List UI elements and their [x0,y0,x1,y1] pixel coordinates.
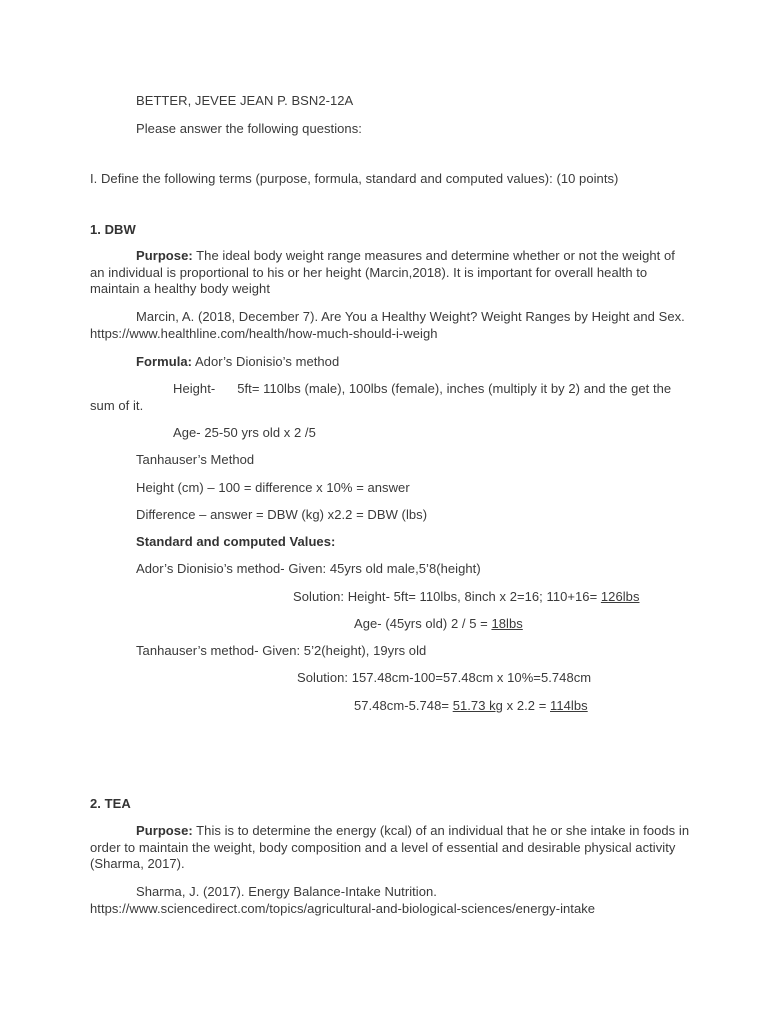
tanhauser-step-1: Height (cm) – 100 = difference x 10% = answer [136,480,410,495]
tea-reference: Sharma, J. (2017). Energy Balance-Intake Nutrition. https://www.sciencedirect.com/topics/agricultural-and-biological-sciences/energy-intake [90,884,596,916]
dbw-height-rule: Height- 5ft= 110lbs (male), 100lbs (female), inches (multiply it by 2) and the get the sum of it. [90,381,675,413]
ador-given: Ador’s Dionisio’s method- Given: 45yrs old male,5’8(height) [136,561,481,576]
tanhauser-title: Tanhauser’s Method [136,452,255,467]
tanhauser-given: Tanhauser’s method- Given: 5’2(height), 19yrs old [136,643,427,658]
tanhauser-result-mid: x 2.2 = [502,698,551,713]
ador-solution [293,589,640,605]
tanhauser-result-lbs: 114lbs [550,698,588,713]
tea-purpose-text: This is to determine the energy (kcal) of an individual that he or she intake in foods in order to maintain the weight, body composition and a level of essential and desirable physical activity (Sharma, 2017). [90,823,690,871]
ador-age-solution [354,616,523,632]
ador-age-answer: 18lbs [491,616,523,631]
ador-age-text: Age- (45yrs old) 2 / 5 = [354,616,492,631]
dbw-purpose-label: Purpose: [136,248,193,263]
dbw-formula-line [136,354,339,370]
dbw-purpose-text: The ideal body weight range measures and determine whether or not the weight of an individual is proportional to his or her height (Marcin,2018). It is important for overall health to maintain a healthy body weight [90,248,675,296]
tanhauser-result-kg: 51.73 kg [452,698,503,713]
tea-purpose-paragraph [90,823,690,873]
ador-solution-answer: 126lbs [600,589,640,604]
ador-solution-text: Solution: Height- 5ft= 110lbs, 8inch x 2=16; 110+16= [293,589,601,604]
student-name-line: BETTER, JEVEE JEAN P. BSN2-12A [136,93,354,108]
dbw-age-rule: Age- 25-50 yrs old x 2 /5 [173,425,316,440]
section-intro: I. Define the following terms (purpose, formula, standard and computed values): (10 points) [90,171,619,186]
dbw-formula-text: Ador’s Dionisio’s method [192,354,340,369]
instructions-line: Please answer the following questions: [136,121,362,136]
tea-purpose-label: Purpose: [136,823,193,838]
standard-values-label: Standard and computed Values: [136,534,336,549]
dbw-formula-label: Formula: [136,354,193,369]
tanhauser-solution: Solution: 157.48cm-100=57.48cm x 10%=5.748cm [297,670,592,685]
dbw-reference: Marcin, A. (2018, December 7). Are You a Healthy Weight? Weight Ranges by Height and Sex. https://www.healthline.com/health/how-much-should-i-weigh [90,309,685,341]
tanhauser-result-prefix: 57.48cm-5.748= [354,698,453,713]
tea-heading: 2. TEA [90,796,131,811]
tanhauser-result [354,698,588,714]
dbw-heading: 1. DBW [90,222,136,237]
tanhauser-step-2: Difference – answer = DBW (kg) x2.2 = DBW (lbs) [136,507,428,522]
dbw-purpose-paragraph [90,248,690,298]
